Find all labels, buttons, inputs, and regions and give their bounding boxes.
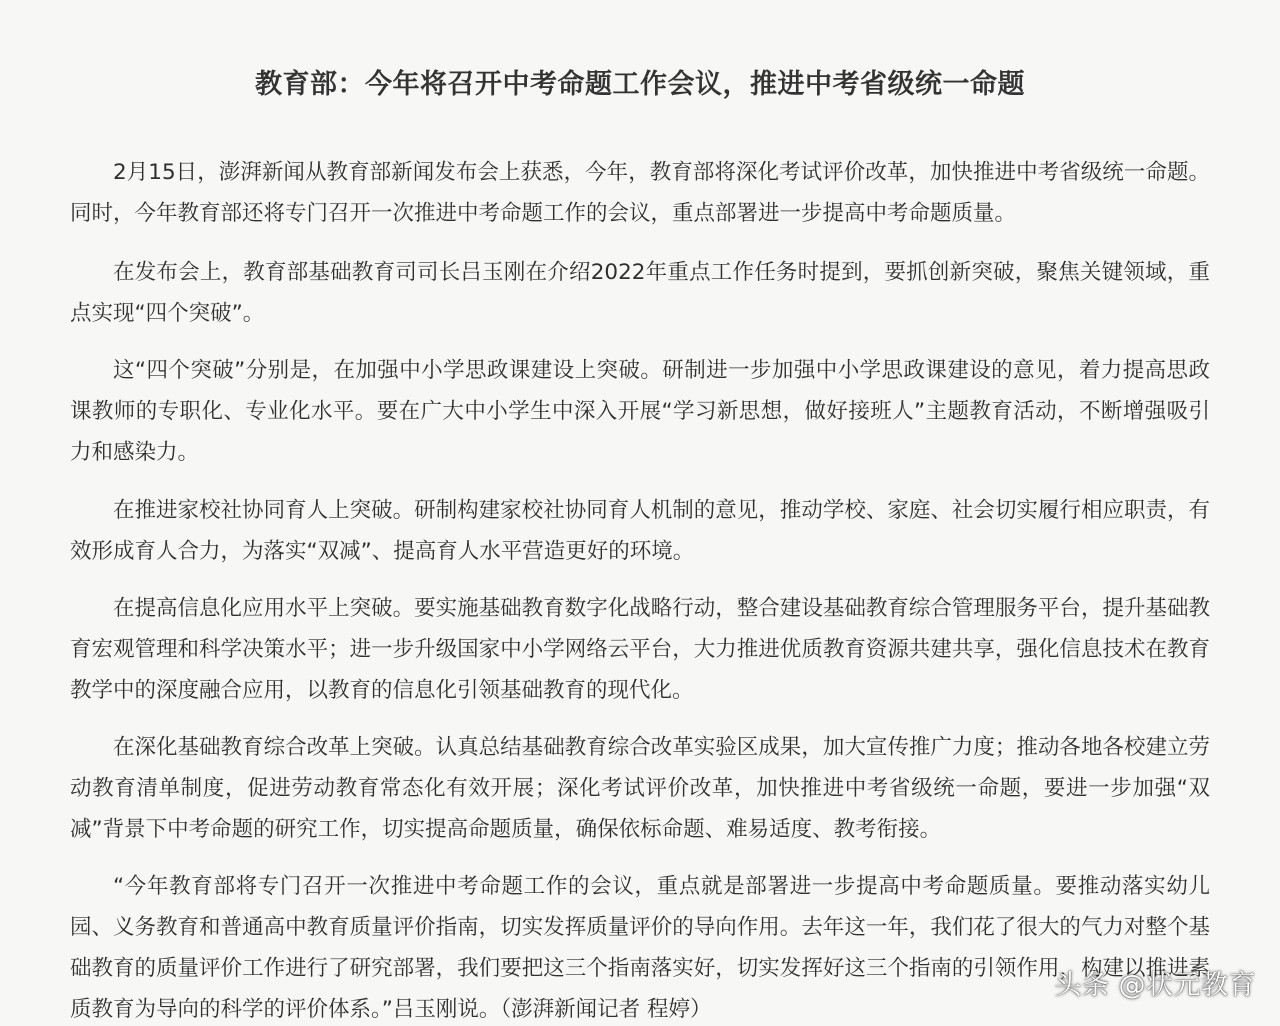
article-title: 教育部：今年将召开中考命题工作会议，推进中考省级统一命题	[255, 69, 1025, 100]
article-body	[70, 152, 1210, 1026]
paragraph-1: 2月15日，澎湃新闻从教育部新闻发布会上获悉，今年，教育部将深化考试评价改革，加快推进中考省级统一命题。同时，今年教育部还将专门召开一次推进中考命题工作的会议，重点部署进一步提高中考命题质量。	[70, 160, 1210, 226]
paragraph-7: “今年教育部将专门召开一次推进中考命题工作的会议，重点就是部署进一步提高中考命题质量。要推动落实幼儿园、义务教育和普通高中教育质量评价指南，切实发挥质量评价的导向作用。去年这一年，我们花了很大的气力对整个基础教育的质量评价工作进行了研究部署，我们要把这三个指南落实好，切实发挥好这三个指南的引领作用，构建以推进素质教育为导向的科学的评价体系。”吕玉刚说。（澎湃新闻记者 程婷）	[70, 874, 1210, 1022]
paragraph-3: 这“四个突破”分别是，在加强中小学思政课建设上突破。研制进一步加强中小学思政课建设的意见，着力提高思政课教师的专职化、专业化水平。要在广大中小学生中深入开展“学习新思想，做好接班人”主题教育活动，不断增强吸引力和感染力。	[70, 358, 1210, 465]
paragraph-6: 在深化基础教育综合改革上突破。认真总结基础教育综合改革实验区成果，加大宣传推广力度；推动各地各校建立劳动教育清单制度，促进劳动教育常态化有效开展；深化考试评价改革，加快推进中考省级统一命题，要进一步加强“双减”背景下中考命题的研究工作，切实提高命题质量，确保依标命题、难易适度、教考衔接。	[70, 735, 1210, 842]
paragraph-5: 在提高信息化应用水平上突破。要实施基础教育数字化战略行动，整合建设基础教育综合管理服务平台，提升基础教育宏观管理和科学决策水平；进一步升级国家中小学网络云平台，大力推进优质教育资源共建共享，强化信息技术在教育教学中的深度融合应用，以教育的信息化引领基础教育的现代化。	[70, 596, 1210, 703]
toutiao-watermark: 头条 @状元教育	[1054, 970, 1256, 1001]
paragraph-2: 在发布会上，教育部基础教育司司长吕玉刚在介绍2022年重点工作任务时提到，要抓创新突破，聚焦关键领域，重点实现“四个突破”。	[70, 260, 1210, 326]
paragraph-4: 在推进家校社协同育人上突破。研制构建家校社协同育人机制的意见，推动学校、家庭、社会切实履行相应职责，有效形成育人合力，为落实“双减”、提高育人水平营造更好的环境。	[70, 498, 1210, 564]
